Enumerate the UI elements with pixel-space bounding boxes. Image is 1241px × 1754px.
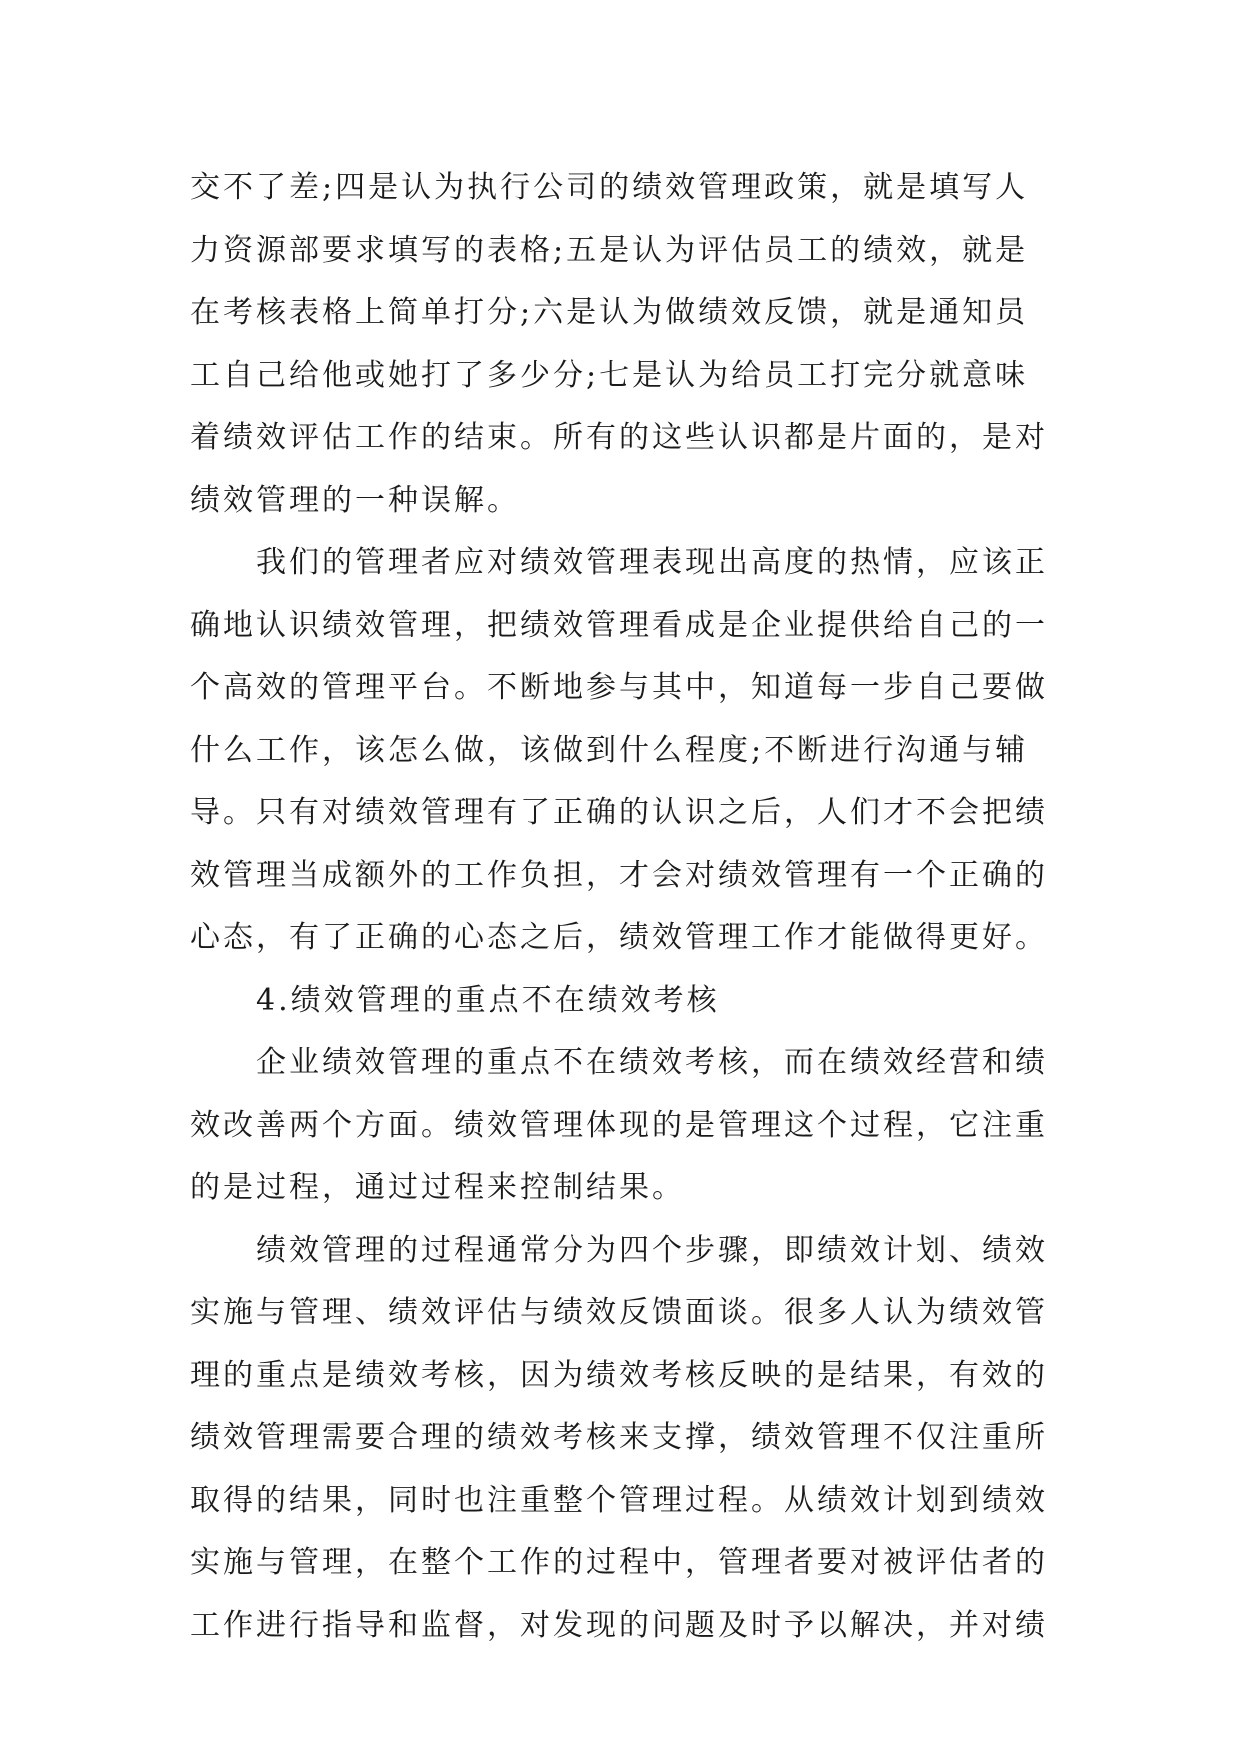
- text-line: 什么工作，该怎么做，该做到什么程度;不断进行沟通与辅: [190, 732, 1029, 768]
- text-line: 绩效管理的一种误解。: [190, 482, 520, 518]
- text-line: 理的重点是绩效考核，因为绩效考核反映的是结果，有效的: [190, 1357, 1048, 1393]
- text-line: 在考核表格上简单打分;六是认为做绩效反馈，就是通知员: [190, 295, 1029, 330]
- text-line: 工作进行指导和监督，对发现的问题及时予以解决，并对绩: [190, 1607, 1048, 1643]
- text-line: 效管理当成额外的工作负担，才会对绩效管理有一个正确的: [190, 857, 1048, 893]
- text-line: 企业绩效管理的重点不在绩效考核，而在绩效经营和绩: [256, 1045, 1048, 1080]
- text-line: 工自己给他或她打了多少分;七是认为给员工打完分就意味: [190, 357, 1029, 393]
- text-line: 效改善两个方面。绩效管理体现的是管理这个过程，它注重: [190, 1107, 1048, 1143]
- text-line: 着绩效评估工作的结束。所有的这些认识都是片面的，是对: [190, 420, 1048, 455]
- text-line: 绩效管理的过程通常分为四个步骤，即绩效计划、绩效: [256, 1232, 1048, 1268]
- text-line: 心态，有了正确的心态之后，绩效管理工作才能做得更好。: [190, 920, 1048, 955]
- text-line: 交不了差;四是认为执行公司的绩效管理政策，就是填写人: [190, 170, 1029, 205]
- text-line: 的是过程，通过过程来控制结果。: [190, 1170, 685, 1205]
- text-line: 我们的管理者应对绩效管理表现出高度的热情，应该正: [256, 545, 1048, 580]
- section-heading: 4.绩效管理的重点不在绩效考核: [256, 982, 720, 1018]
- text-line: 实施与管理、绩效评估与绩效反馈面谈。很多人认为绩效管: [190, 1295, 1048, 1330]
- text-line: 确地认识绩效管理，把绩效管理看成是企业提供给自己的一: [190, 607, 1048, 643]
- text-line: 力资源部要求填写的表格;五是认为评估员工的绩效，就是: [190, 232, 1029, 268]
- text-line: 绩效管理需要合理的绩效考核来支撑，绩效管理不仅注重所: [190, 1420, 1048, 1455]
- text-line: 实施与管理，在整个工作的过程中，管理者要对被评估者的: [190, 1545, 1048, 1580]
- text-line: 取得的结果，同时也注重整个管理过程。从绩效计划到绩效: [190, 1482, 1048, 1518]
- text-line: 个高效的管理平台。不断地参与其中，知道每一步自己要做: [190, 670, 1048, 705]
- text-line: 导。只有对绩效管理有了正确的认识之后，人们才不会把绩: [190, 795, 1048, 830]
- body-text: [190, 157, 1070, 1657]
